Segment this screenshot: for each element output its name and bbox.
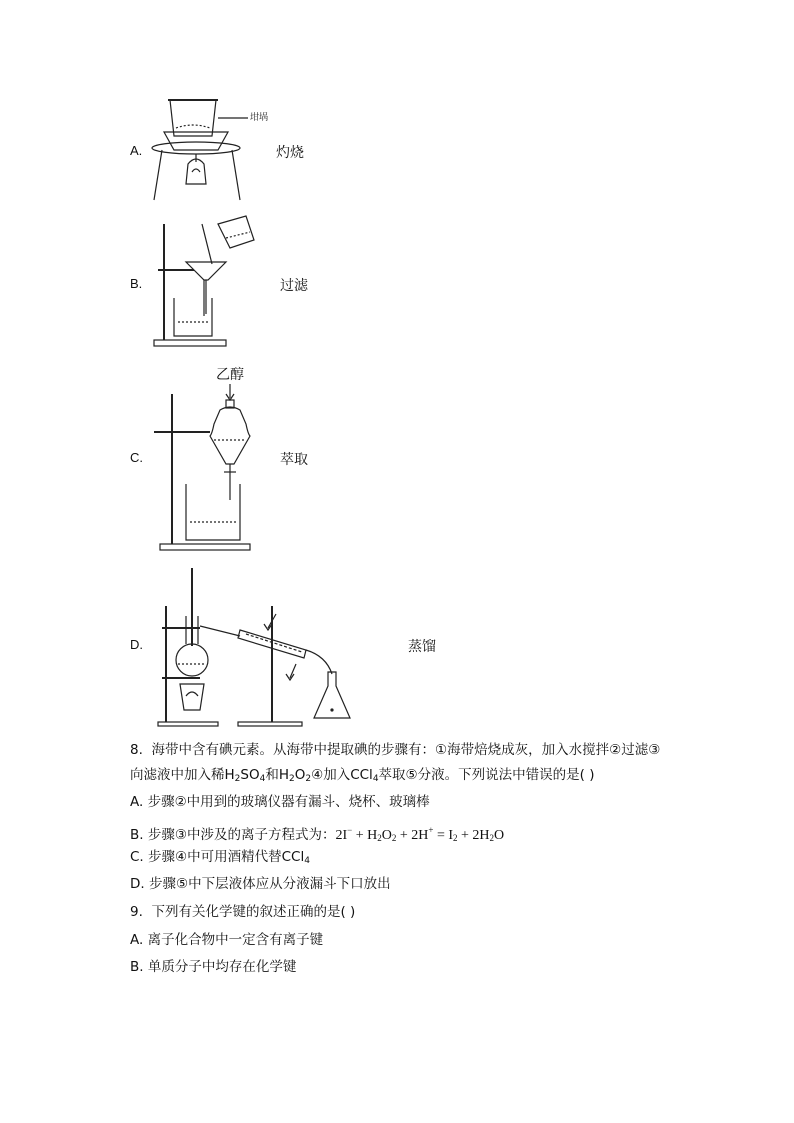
option-b-label: 过滤	[280, 278, 308, 294]
option-a-label: 灼烧	[276, 145, 304, 161]
q8-option-b[interactable]	[130, 820, 504, 848]
option-d-label: 蒸馏	[408, 639, 436, 655]
q8-stem-2g: O	[294, 767, 306, 783]
q8-stem-line1	[130, 740, 660, 760]
q8-option-d[interactable]: D. 步骤⑤中下层液体应从分液漏斗下口放出	[130, 876, 391, 892]
q8-option-c[interactable]	[130, 847, 310, 871]
q8-option-a[interactable]: A. 步骤②中用到的玻璃仪器有漏斗、烧杯、玻璃棒	[130, 794, 430, 810]
q8-stem-2i: ④加入CCl	[311, 767, 373, 783]
option-b-letter: B.	[130, 276, 143, 291]
q8-stem-2a: 向滤液中加入稀H	[130, 767, 235, 783]
q8-stem-2j: 4	[372, 774, 379, 784]
option-c-label: 萃取	[280, 452, 308, 468]
crucible-annotation: 坩埚	[250, 113, 268, 123]
q8-ionic-equation: $2I^- + H_2O_2 + 2H^+ = I_2 + 2H_2O$	[335, 825, 505, 843]
q9-stem	[130, 902, 355, 922]
q8-option-b-text: B. 步骤③中涉及的离子方程式为：	[130, 827, 336, 843]
option-d-letter: D.	[130, 637, 143, 652]
q8-stem-2e: 和H	[265, 767, 289, 783]
q8-stem-text-1: 海带中含有碘元素。从海带中提取碘的步骤有：①海带焙烧成灰，加入水搅拌②过滤③	[151, 742, 661, 758]
q8-stem-2f: 2	[288, 774, 295, 784]
option-c-letter: C.	[130, 450, 143, 465]
q8-stem-2h: 2	[305, 774, 312, 784]
q9-option-a[interactable]: A. 离子化合物中一定含有离子键	[130, 932, 324, 948]
extraction-figure	[154, 384, 264, 554]
q8-option-c-sub: 4	[304, 856, 310, 866]
q8-number: 8.	[130, 742, 143, 758]
q9-stem-text: 下列有关化学键的叙述正确的是( )	[151, 904, 356, 920]
q8-stem-2b: 2	[234, 774, 241, 784]
q8-stem-line2	[130, 765, 594, 789]
option-a-letter: A.	[130, 143, 143, 158]
q8-stem-2c: SO	[240, 767, 260, 783]
q9-option-b[interactable]: B. 单质分子中均存在化学键	[130, 959, 297, 975]
ethanol-annotation: 乙醇	[216, 367, 244, 383]
distillation-figure	[156, 566, 366, 728]
filtration-figure	[150, 214, 260, 350]
q8-stem-2k: 萃取⑤分液。下列说法中错误的是( )	[378, 767, 595, 783]
crucible-heating-figure	[148, 92, 268, 204]
q8-option-c-text: C. 步骤④中可用酒精代替CCl	[130, 849, 305, 865]
q9-number: 9.	[130, 904, 143, 920]
q8-stem-2d: 4	[259, 774, 266, 784]
